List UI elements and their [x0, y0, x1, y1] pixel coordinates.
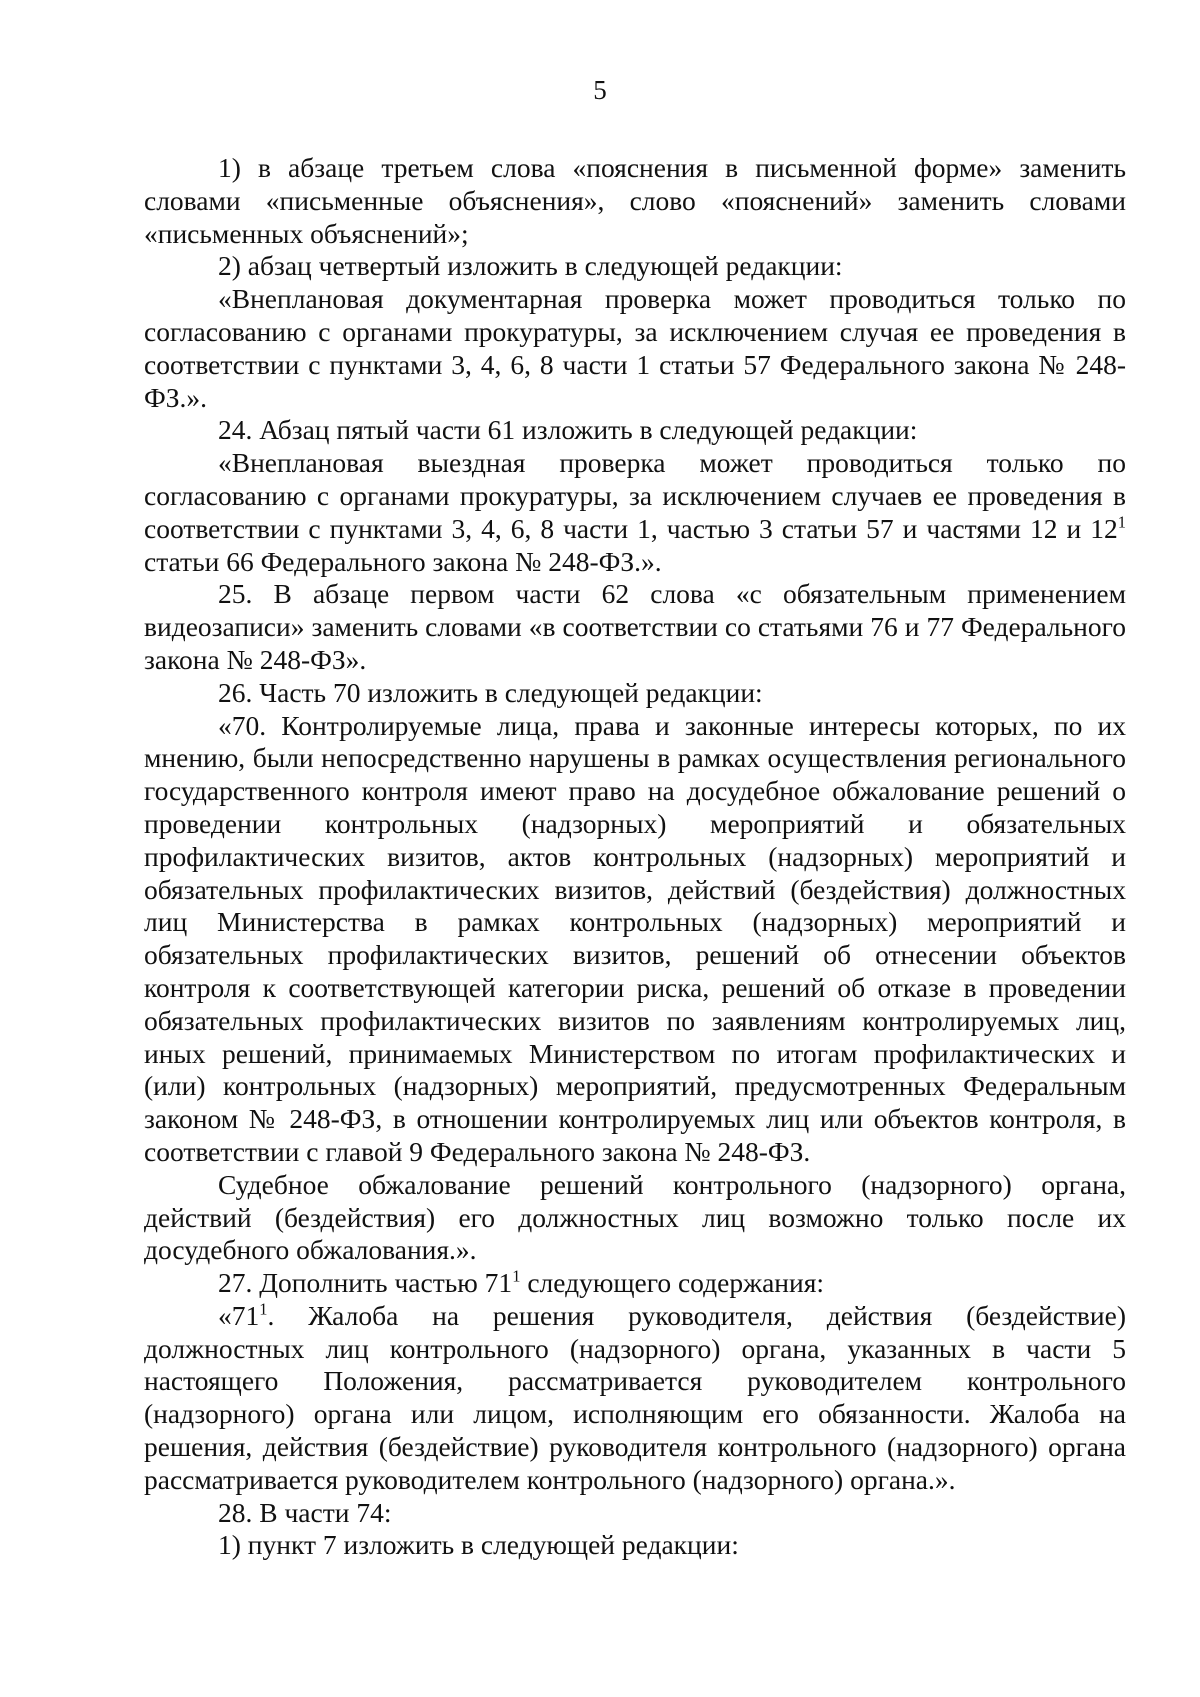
paragraph-5-text-a: «Внеплановая выездная проверка может проводиться только по согласованию с органами прокуратуры, за исключением случаев ее проведения в соответствии с пунктами 3, 4, 6, 8 части 1, частью 3 статьи 57 и частями 12 и 12 — [144, 447, 1126, 544]
paragraph-11-text-b: . Жалоба на решения руководителя, действия (бездействие) должностных лиц контрольного (надзорного) органа, указанных в части 5 настоящего Положения, рассматривается руководителем контрольного (надзорного) органа или лицом, исполняющим его обязанности. Жалоба на решения, действия (бездействие) руководителя контрольного (надзорного) органа рассматривается руководителем контрольного (надзорного) органа.». — [144, 1299, 1126, 1495]
paragraph-item-26: 26. Часть 70 изложить в следующей редакции: — [218, 676, 763, 708]
paragraph-item-28: 28. В части 74: — [218, 1496, 392, 1528]
paragraph-2: 2) абзац четвертый изложить в следующей редакции: — [218, 250, 843, 282]
paragraph-3: «Внеплановая документарная проверка может проводиться только по согласованию с органами прокуратуры, за исключением случая ее проведения в соответствии с пунктами 3, 4, 6, 8 части 1 статьи 57 Федерального закона № 248-ФЗ.». — [144, 283, 1126, 413]
paragraph-1: 1) в абзаце третьем слова «пояснения в письменной форме» заменить словами «письменные объяснения», слово «пояснений» заменить словами «письменных объяснений»; — [144, 152, 1126, 249]
paragraph-10-text-a: 27. Дополнить частью 71 — [218, 1267, 513, 1299]
superscript: 1 — [1117, 512, 1126, 532]
paragraph-item-24: 24. Абзац пятый части 61 изложить в следующей редакции: — [218, 414, 918, 446]
superscript: 1 — [259, 1299, 268, 1319]
paragraph-9: Судебное обжалование решений контрольного (надзорного) органа, действий (бездействия) его должностных лиц возможно только после их досудебного обжалования.». — [144, 1168, 1126, 1266]
paragraph-5 — [144, 447, 1126, 578]
paragraph-5-text-b: статьи 66 Федерального закона № 248-ФЗ.». — [144, 545, 662, 577]
paragraph-item-27 — [144, 1267, 1126, 1300]
paragraph-11-text-a: «71 — [218, 1299, 260, 1331]
superscript: 1 — [512, 1266, 521, 1286]
paragraph-11 — [144, 1300, 1126, 1497]
page-number: 5 — [593, 75, 607, 105]
paragraph-item-25: 25. В абзаце первом части 62 слова «с обязательным применением видеозаписи» заменить словами «в соответствии со статьями 76 и 77 Федерального закона № 248-ФЗ». — [144, 578, 1126, 675]
paragraph-13: 1) пункт 7 изложить в следующей редакции: — [218, 1529, 739, 1561]
paragraph-8: «70. Контролируемые лица, права и законные интересы которых, по их мнению, были непосредственно нарушены в рамках осуществления регионального государственного контроля имеют право на досудебное обжалование решений о проведении контрольных (надзорных) мероприятий и обязательных профилактических визитов, актов контрольных (надзорных) мероприятий и обязательных профилактических визитов, действий (бездействия) должностных лиц Министерства в рамках контрольных (надзорных) мероприятий и обязательных профилактических визитов, решений об отнесении объектов контроля к соответствующей категории риска, решений об отказе в проведении обязательных профилактических визитов по заявлениям контролируемых лиц, иных решений, принимаемых Министерством по итогам профилактических и (или) контрольных (надзорных) мероприятий, предусмотренных Федеральным законом № 248-ФЗ, в отношении контролируемых лиц или объектов контроля, в соответствии с главой 9 Федерального закона № 248-ФЗ. — [144, 709, 1126, 1167]
paragraph-10-text-b: следующего содержания: — [520, 1267, 825, 1299]
document-body — [144, 152, 1126, 1562]
